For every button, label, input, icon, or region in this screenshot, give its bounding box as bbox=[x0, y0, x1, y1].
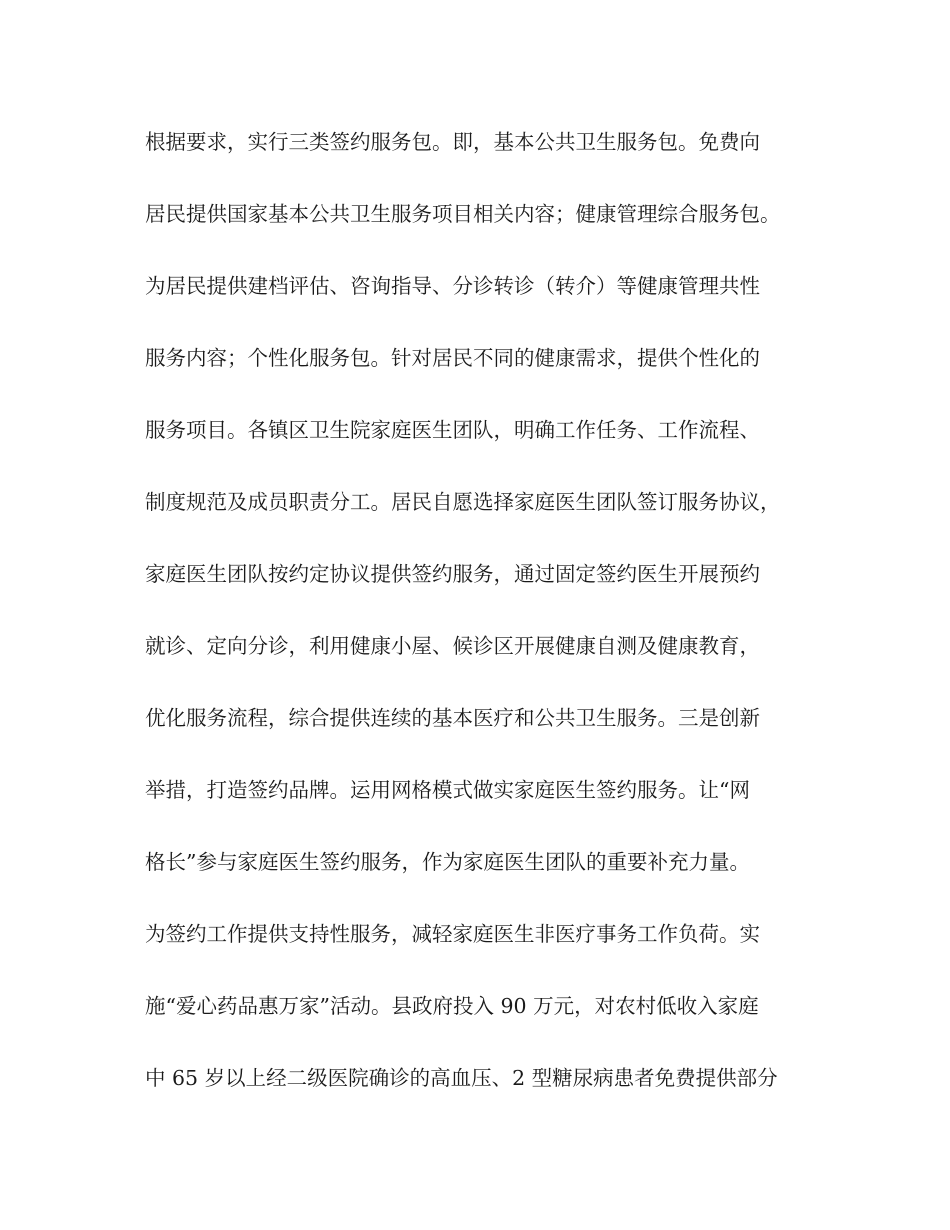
paragraph-line: 根据要求，实行三类签约服务包。即，基本公共卫生服务包。免费向 bbox=[145, 130, 760, 154]
paragraph-line: 优化服务流程，综合提供连续的基本医疗和公共卫生服务。三是创新 bbox=[145, 706, 760, 730]
paragraph-line: 为居民提供建档评估、咨询指导、分诊转诊（转介）等健康管理共性 bbox=[145, 274, 760, 298]
paragraph-line: 家庭医生团队按约定协议提供签约服务，通过固定签约医生开展预约 bbox=[145, 562, 760, 586]
paragraph-line: 格长”参与家庭医生签约服务，作为家庭医生团队的重要补充力量。 bbox=[145, 850, 750, 874]
paragraph-line: 举措，打造签约品牌。运用网格模式做实家庭医生签约服务。让“网 bbox=[145, 778, 750, 802]
paragraph-line: 施“爱心药品惠万家”活动。县政府投入 90 万元，对农村低收入家庭 bbox=[145, 994, 759, 1018]
paragraph-line: 中 65 岁以上经二级医院确诊的高血压、2 型糖尿病患者免费提供部分 bbox=[145, 1066, 778, 1090]
paragraph-line: 制度规范及成员职责分工。居民自愿选择家庭医生团队签订服务协议， bbox=[145, 490, 781, 514]
paragraph-line: 服务项目。各镇区卫生院家庭医生团队，明确工作任务、工作流程、 bbox=[145, 418, 760, 442]
paragraph-line: 服务内容；个性化服务包。针对居民不同的健康需求，提供个性化的 bbox=[145, 346, 760, 370]
paragraph-line: 为签约工作提供支持性服务，减轻家庭医生非医疗事务工作负荷。实 bbox=[145, 922, 760, 946]
paragraph-line: 居民提供国家基本公共卫生服务项目相关内容；健康管理综合服务包。 bbox=[145, 202, 781, 226]
paragraph-line: 就诊、定向分诊，利用健康小屋、候诊区开展健康自测及健康教育， bbox=[145, 634, 760, 658]
